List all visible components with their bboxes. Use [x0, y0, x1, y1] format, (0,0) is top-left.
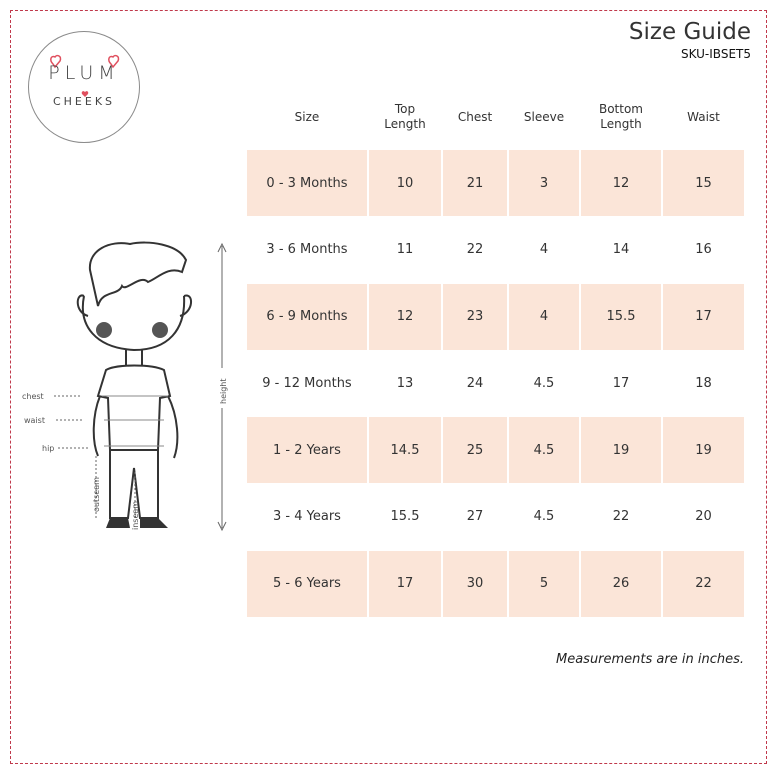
- label-chest: chest: [22, 392, 44, 401]
- cell-waist: 17: [663, 284, 744, 350]
- label-outseam: outseam: [92, 477, 101, 512]
- table-row: [247, 350, 744, 417]
- cell-bottom-length: 14: [612, 242, 630, 258]
- table-header: [247, 100, 744, 134]
- table-row: [247, 217, 744, 284]
- col-header-top-length: Top Length: [384, 102, 426, 131]
- right-cheek: [152, 322, 168, 338]
- cell-top-length: 15.5: [390, 509, 420, 525]
- cell-top-length: 10: [369, 150, 441, 216]
- table-row: [247, 551, 744, 618]
- cell-bottom-length: 17: [612, 375, 630, 391]
- page-title: Size Guide: [628, 19, 751, 45]
- label-waist: waist: [24, 416, 45, 425]
- cell-sleeve: 3: [509, 150, 579, 216]
- cell-sleeve: 4.5: [533, 509, 555, 525]
- cell-waist: 22: [663, 551, 744, 617]
- cell-waist: 19: [663, 417, 744, 483]
- cell-chest: 24: [466, 375, 484, 391]
- cell-size: 3 - 4 Years: [273, 509, 341, 525]
- cell-waist: 18: [695, 375, 712, 391]
- logo-text-bottom: CHEEKS: [52, 95, 116, 108]
- label-height: height: [219, 378, 228, 404]
- child-illustration: [18, 236, 236, 536]
- cell-sleeve: 4: [539, 242, 549, 258]
- cell-sleeve: 4: [509, 284, 579, 350]
- cell-chest: 25: [443, 417, 507, 483]
- label-hip: hip: [42, 444, 55, 453]
- col-header-waist: Waist: [687, 109, 720, 124]
- cell-bottom-length: 15.5: [581, 284, 661, 350]
- brand-logo: [28, 31, 140, 143]
- cell-top-length: 11: [396, 242, 414, 258]
- measurement-figure: [18, 236, 236, 536]
- cell-size: 1 - 2 Years: [247, 417, 367, 483]
- table-row: [247, 150, 744, 217]
- sku-label: SKU-IBSET5: [680, 47, 751, 61]
- cell-bottom-length: 22: [612, 509, 630, 525]
- table-row: [247, 484, 744, 551]
- cell-chest: 22: [466, 242, 484, 258]
- cell-waist: 16: [695, 242, 712, 258]
- cell-size: 6 - 9 Months: [247, 284, 367, 350]
- cell-size: 0 - 3 Months: [247, 150, 367, 216]
- footnote: Measurements are in inches.: [555, 652, 744, 667]
- cell-bottom-length: 12: [581, 150, 661, 216]
- cell-top-length: 13: [396, 375, 414, 391]
- cell-chest: 21: [443, 150, 507, 216]
- left-cheek: [96, 322, 112, 338]
- cell-size: 5 - 6 Years: [247, 551, 367, 617]
- cell-top-length: 17: [369, 551, 441, 617]
- cell-waist: 20: [695, 509, 712, 525]
- cell-bottom-length: 19: [581, 417, 661, 483]
- cell-waist: 15: [663, 150, 744, 216]
- col-header-sleeve: Sleeve: [523, 109, 565, 124]
- table-row: [247, 284, 744, 351]
- col-header-bottom-length: Bottom Length: [598, 102, 643, 131]
- cell-sleeve: 5: [509, 551, 579, 617]
- cell-size: 3 - 6 Months: [266, 242, 348, 258]
- cell-chest: 27: [466, 509, 484, 525]
- cell-sleeve: 4.5: [509, 417, 579, 483]
- cell-size: 9 - 12 Months: [262, 375, 352, 391]
- title-block: [629, 19, 751, 61]
- cell-chest: 30: [443, 551, 507, 617]
- logo-text-top: PLUM: [48, 62, 120, 84]
- cell-chest: 23: [443, 284, 507, 350]
- table-row: [247, 417, 744, 484]
- col-header-size: Size: [294, 109, 320, 124]
- col-header-chest: Chest: [457, 109, 493, 124]
- cell-top-length: 14.5: [369, 417, 441, 483]
- cell-bottom-length: 26: [581, 551, 661, 617]
- cell-sleeve: 4.5: [533, 375, 555, 391]
- label-inseam: inseam: [131, 500, 140, 530]
- size-table: [247, 150, 744, 618]
- cell-top-length: 12: [369, 284, 441, 350]
